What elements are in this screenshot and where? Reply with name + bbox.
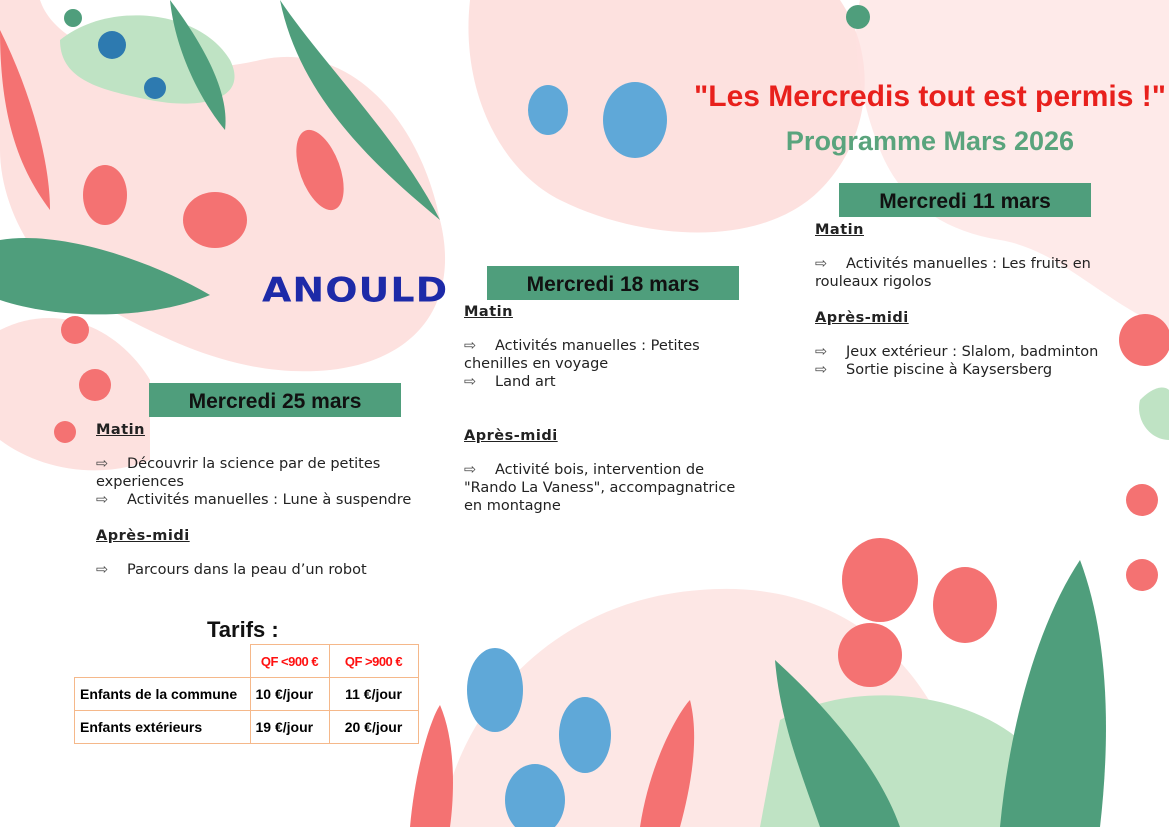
- activity-item: ⇨ Jeux extérieur : Slalom, badminton: [815, 344, 1099, 360]
- arrow-right-hook-icon: ⇨: [96, 456, 109, 472]
- page-title: "Les Mercredis tout est permis !": [694, 80, 1166, 113]
- arrow-right-hook-icon: ⇨: [815, 362, 828, 378]
- activity-item: ⇨ Activités manuelles : Petites chenilles en voyage: [464, 338, 700, 372]
- price-cell: 20 €/jour: [329, 711, 418, 744]
- arrow-right-hook-icon: ⇨: [96, 562, 109, 578]
- price-cell: 11 €/jour: [329, 678, 418, 711]
- morning-label: Matin: [815, 222, 864, 238]
- afternoon-label: Après-midi: [815, 310, 909, 326]
- logo: ANOULD: [262, 270, 449, 310]
- arrow-right-hook-icon: ⇨: [464, 462, 477, 478]
- column-header: QF <900 €: [250, 645, 329, 678]
- afternoon-label: Après-midi: [464, 428, 558, 444]
- row-label: Enfants de la commune: [75, 678, 251, 711]
- table-row: [75, 711, 419, 744]
- activity-item: ⇨ Activités manuelles : Les fruits en rouleaux rigolos: [815, 256, 1091, 290]
- day-header-25: Mercredi 25 mars: [149, 383, 401, 417]
- arrow-right-hook-icon: ⇨: [96, 492, 109, 508]
- row-label: Enfants extérieurs: [75, 711, 251, 744]
- table-row: [75, 678, 419, 711]
- day-program-11: [815, 221, 1135, 379]
- activity-item: ⇨ Land art: [464, 374, 556, 390]
- day-header-18: Mercredi 18 mars: [487, 266, 739, 300]
- activity-item: ⇨ Sortie piscine à Kaysersberg: [815, 362, 1053, 378]
- tarifs-title: Tarifs :: [207, 617, 279, 642]
- morning-label: Matin: [464, 304, 513, 320]
- tarifs-table: [74, 644, 419, 744]
- day-header-11: Mercredi 11 mars: [839, 183, 1091, 217]
- price-cell: 19 €/jour: [250, 711, 329, 744]
- afternoon-label: Après-midi: [96, 528, 190, 544]
- table-header-row: [75, 645, 419, 678]
- column-header: QF >900 €: [329, 645, 418, 678]
- price-cell: 10 €/jour: [250, 678, 329, 711]
- morning-label: Matin: [96, 422, 145, 438]
- activity-item: ⇨ Parcours dans la peau d’un robot: [96, 562, 367, 578]
- activity-item: ⇨ Activités manuelles : Lune à suspendre: [96, 492, 412, 508]
- arrow-right-hook-icon: ⇨: [464, 338, 477, 354]
- activity-item: ⇨ Activité bois, intervention de "Rando La Vaness", accompagnatrice en montagne: [464, 462, 736, 514]
- arrow-right-hook-icon: ⇨: [464, 374, 477, 390]
- day-program-25: [96, 421, 436, 579]
- activity-item: ⇨ Découvrir la science par de petites experiences: [96, 456, 381, 490]
- arrow-right-hook-icon: ⇨: [815, 344, 828, 360]
- page-subtitle: Programme Mars 2026: [785, 126, 1075, 156]
- arrow-right-hook-icon: ⇨: [815, 256, 828, 272]
- day-program-18: [464, 303, 754, 515]
